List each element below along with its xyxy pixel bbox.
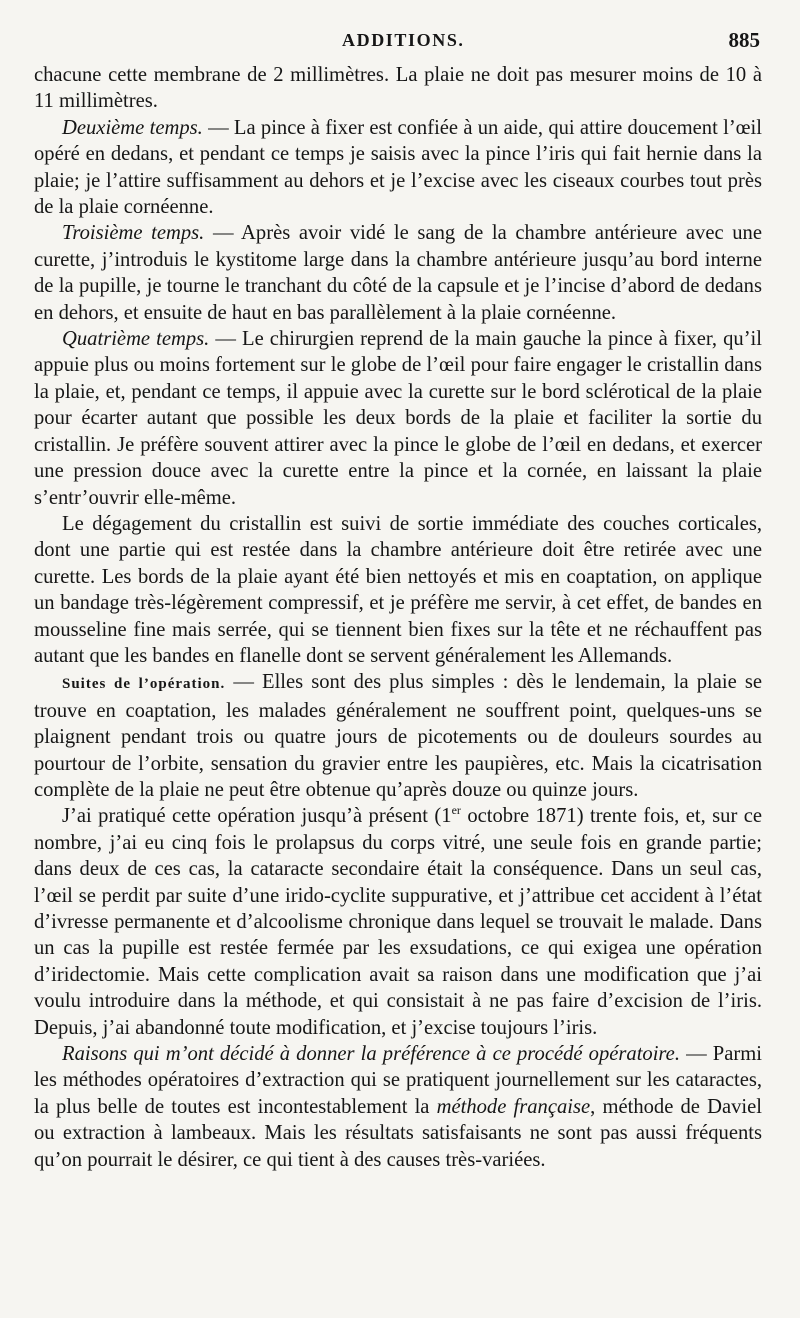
page-body	[34, 62, 762, 1173]
paragraph-text: — Le chirurgien reprend de la main gauche la pince à fixer, qu’il appuie plus ou moins fortement sur le globe de l’œil pour faire engager le cristallin dans la plaie, et, pendant ce temps, il appuie avec la curette sur le bord sclérotical de la plaie pour écarter autant que possible les deux bords de la plaie et faciliter la sortie du cristallin. Je préfère souvent attirer avec la pince le globe de l’œil en dedans, et exercer une pression douce avec la curette entre la pince et la cornée, en laissant la plaie s’entr’ouvrir elle-même.	[34, 328, 762, 509]
paragraph-quatrieme-temps	[34, 326, 762, 511]
paragraph-degagement	[34, 511, 762, 669]
paragraph-troisieme-temps	[34, 220, 762, 326]
paragraph-raisons	[34, 1041, 762, 1173]
paragraph-label: Quatrième temps.	[62, 328, 210, 351]
paragraph-label: Troisième temps.	[62, 222, 205, 245]
ordinal-superscript: er	[451, 803, 461, 818]
page-header	[0, 30, 800, 58]
paragraph-label: Deuxième temps.	[62, 116, 203, 139]
paragraph-statistiques	[34, 803, 762, 1041]
paragraph-text: Le dégagement du cristallin est suivi de sortie immédiate des couches corticales, dont une partie qui est restée dans la chambre antérieure doit être retirée avec une curette. Les bords de la plaie ayant été bien nettoyés et mis en coaptation, on applique un bandage très-légèrement compressif, et je préfère me servir, à cet effet, de bandes en mousseline fine mais serrée, qui se tiennent bien fixes sur la tête et ne réchauffent pas autant que les bandes en flanelle dont se servent généralement les Allemands.	[34, 512, 762, 667]
paragraph-suites	[34, 669, 762, 803]
paragraph-text: chacune cette membrane de 2 millimètres. La plaie ne doit pas mesurer moins de 10 à 11 millimètres.	[34, 64, 762, 113]
paragraph-label: Raisons qui m’ont décidé à donner la préférence à ce procédé opératoire.	[62, 1043, 680, 1066]
paragraph-text: — Parmi les méthodes opératoires d’extraction qui se pratiquent journellement sur les cataractes, la plus belle de toutes est incontestablement la	[34, 1043, 762, 1118]
paragraph-continuation	[34, 62, 762, 115]
paragraph-text: — Après avoir vidé le sang de la chambre antérieure avec une curette, j’introduis le kystitome large dans la chambre antérieure jusqu’au bord interne de la pupille, je tourne le tranchant du côté de la capsule et je l’incise d’abord de dedans en dehors, et ensuite de haut en bas parallèlement à la plaie cornéenne.	[34, 222, 762, 324]
running-title: ADDITIONS.	[342, 30, 465, 50]
paragraph-deuxieme-temps	[34, 115, 762, 221]
page-number: 885	[728, 28, 760, 52]
paragraph-text: octobre 1871) trente fois, et, sur ce nombre, j’ai eu cinq fois le prolapsus du corps vitré, une seule fois en grande partie; dans deux de ces cas, la cataracte secondaire était la conséquence. Dans un seul cas, l’œil se perdit par suite d’une irido-cyclite suppurative, et j’attribue cet accident à l’état d’ivresse permanente et d’alcoolisme chronique dans lequel se trouvait le malade. Dans un cas la pupille est restée fermée par les exsudations, ce qui exigea une opération d’iridectomie. Mais cette complication avait sa raison dans une modification que j’ai voulu introduire dans la méthode, et qui consistait à ne pas faire d’excision de l’iris. Depuis, j’ai abandonné toute modification, et j’excise toujours l’iris.	[34, 805, 763, 1039]
paragraph-text-before: J’ai pratiqué cette opération jusqu’à présent (1	[62, 805, 452, 828]
paragraph-text: — Elles sont des plus simples : dès le lendemain, la plaie se trouve en coaptation, les malades généralement ne souffrent point, quelques-uns se plaignent pendant trois ou quatre jours de picotements ou de douleurs sourdes au pourtour de l’orbite, sensation du gravier entre les paupières, etc. Mais la cicatrisation complète de la plaie ne peut être obtenue qu’après douze ou quinze jours.	[34, 671, 762, 801]
paragraph-text: — La pince à fixer est confiée à un aide, qui attire doucement l’œil opéré en dedans, et pendant ce temps je saisis avec la pince l’iris qui fait hernie dans la plaie; je l’attire suffisamment au dehors et je l’excise avec les ciseaux courbes tout près de la plaie cornéenne.	[34, 116, 762, 219]
paragraph-label: Suites de l’opération.	[62, 676, 226, 693]
paragraph-text-after: , méthode de Daviel ou extraction à lambeaux. Mais les résultats satisfaisants ne sont pas aussi fréquents qu’on pourrait le désirer, ce qui tient à des causes très-variées.	[34, 1095, 762, 1171]
emphasis-methode: méthode française	[436, 1095, 591, 1118]
